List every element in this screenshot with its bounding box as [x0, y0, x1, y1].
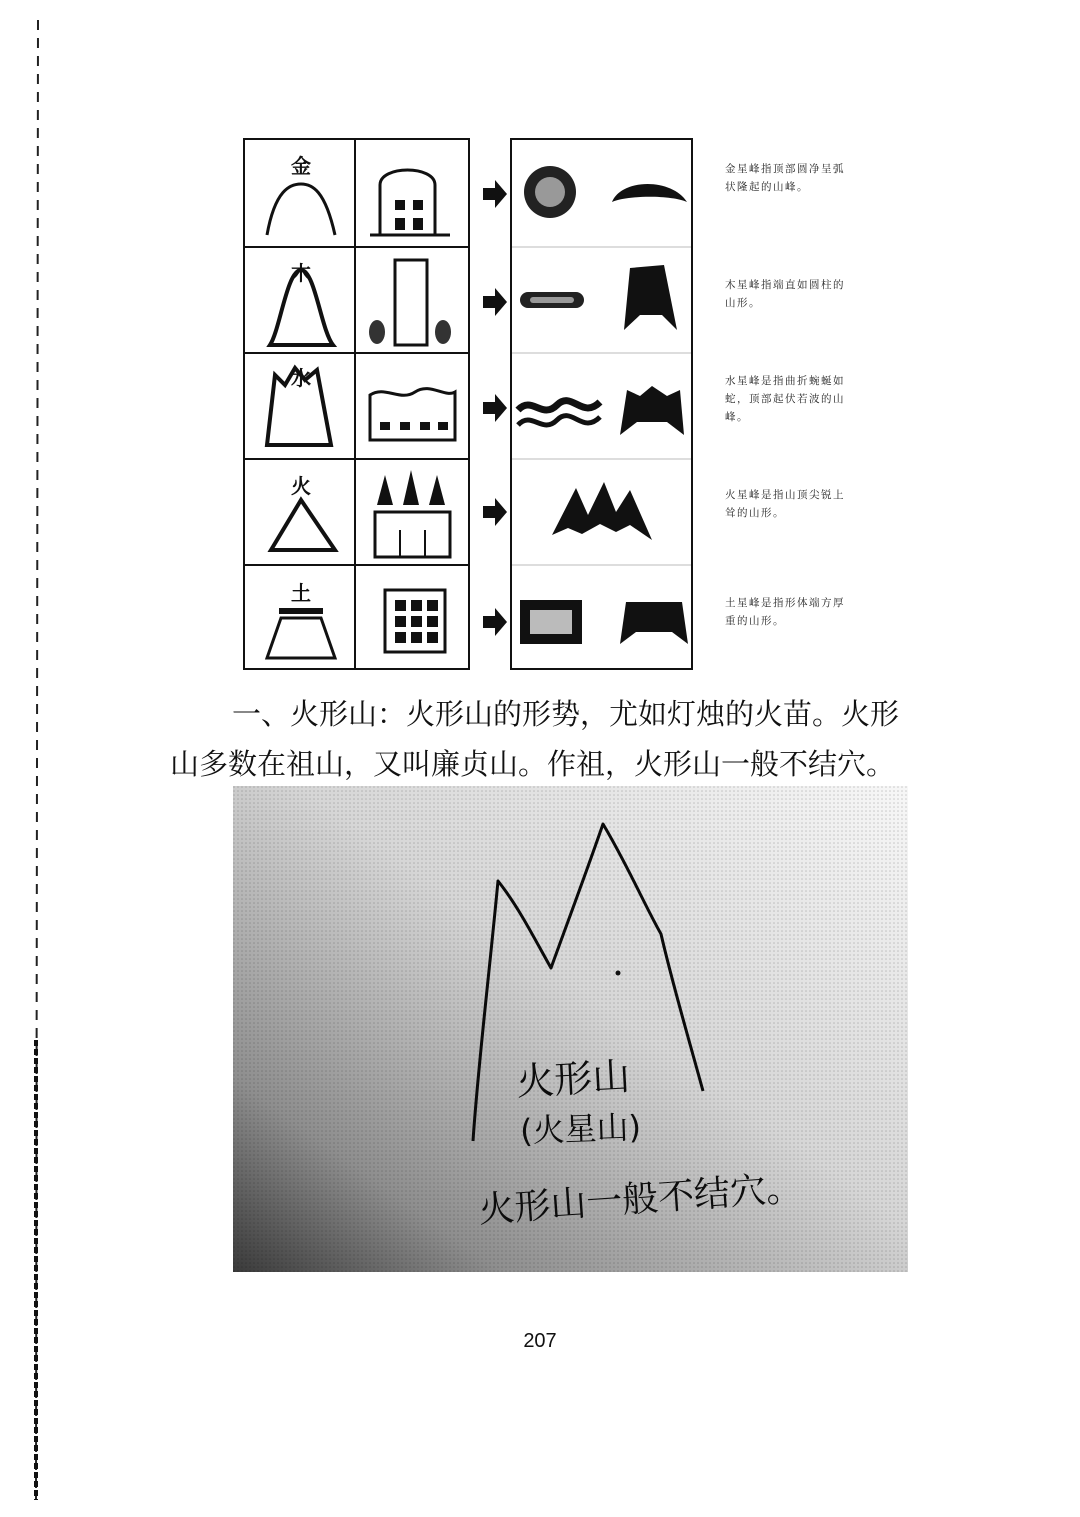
fire-description: 火星峰是指山顶尖锐上耸的山形。	[725, 489, 845, 519]
element-grid	[243, 138, 470, 670]
fire-shape-icon	[552, 482, 652, 540]
metal-shape-icon	[524, 166, 687, 218]
cube-building-icon	[385, 590, 445, 652]
arrow-right-icon	[483, 180, 507, 208]
hand-drawn-sketch-photo	[233, 786, 908, 1272]
earth-shape-icon	[520, 600, 688, 644]
page-number: 207	[523, 1330, 557, 1352]
sketch-label-main: 火形山	[515, 1054, 632, 1104]
wood-shape-icon	[520, 265, 677, 330]
element-char-fire: 火	[291, 474, 311, 498]
arrow-right-icon	[483, 498, 507, 526]
tower-building-icon	[369, 260, 451, 345]
arrow-right-icon	[483, 288, 507, 316]
paragraph-line-2: 山多数在祖山，又叫廉贞山。作祖，火形山一般不结穴。	[170, 747, 896, 781]
dome-building-icon	[370, 170, 450, 235]
metal-description: 金星峰指顶部圆净呈弧状隆起的山峰。	[725, 163, 845, 193]
sketch-note: 火形山一般不结穴。	[477, 1167, 804, 1232]
fire-mountain-icon	[271, 500, 335, 550]
earth-description: 土星峰是指形体端方厚重的山形。	[725, 597, 845, 627]
element-char-water: 水	[291, 366, 311, 390]
mountain-shape-lines	[512, 140, 691, 668]
element-grid-lines	[245, 140, 468, 668]
element-char-wood: 木	[291, 261, 311, 285]
arrow-right-icon	[483, 608, 507, 636]
water-description: 水星峰是指曲折蜿蜒如蛇，顶部起伏若波的山峰。	[725, 375, 845, 423]
earth-mountain-icon	[267, 618, 335, 658]
metal-mountain-icon	[267, 184, 335, 235]
arrow-column	[481, 138, 511, 670]
wood-description: 木星峰指端直如圆柱的山形。	[725, 279, 845, 309]
five-element-mountain-diagram	[243, 138, 863, 674]
mountain-shape-grid	[510, 138, 693, 670]
spired-building-icon	[375, 470, 450, 557]
paragraph-line-1: 一、火形山：火形山的形势，尤如灯烛的火苗。火形	[232, 697, 900, 731]
water-shape-icon	[518, 386, 684, 435]
sketch-label-sub: (火星山)	[519, 1107, 642, 1151]
arrow-right-icon	[483, 394, 507, 422]
wavy-roof-building-icon	[370, 389, 455, 440]
element-char-earth: 土	[291, 581, 311, 605]
page-binding-edge	[0, 0, 60, 1517]
element-char-metal: 金	[291, 154, 311, 178]
earth-mountain-cap	[279, 608, 323, 614]
